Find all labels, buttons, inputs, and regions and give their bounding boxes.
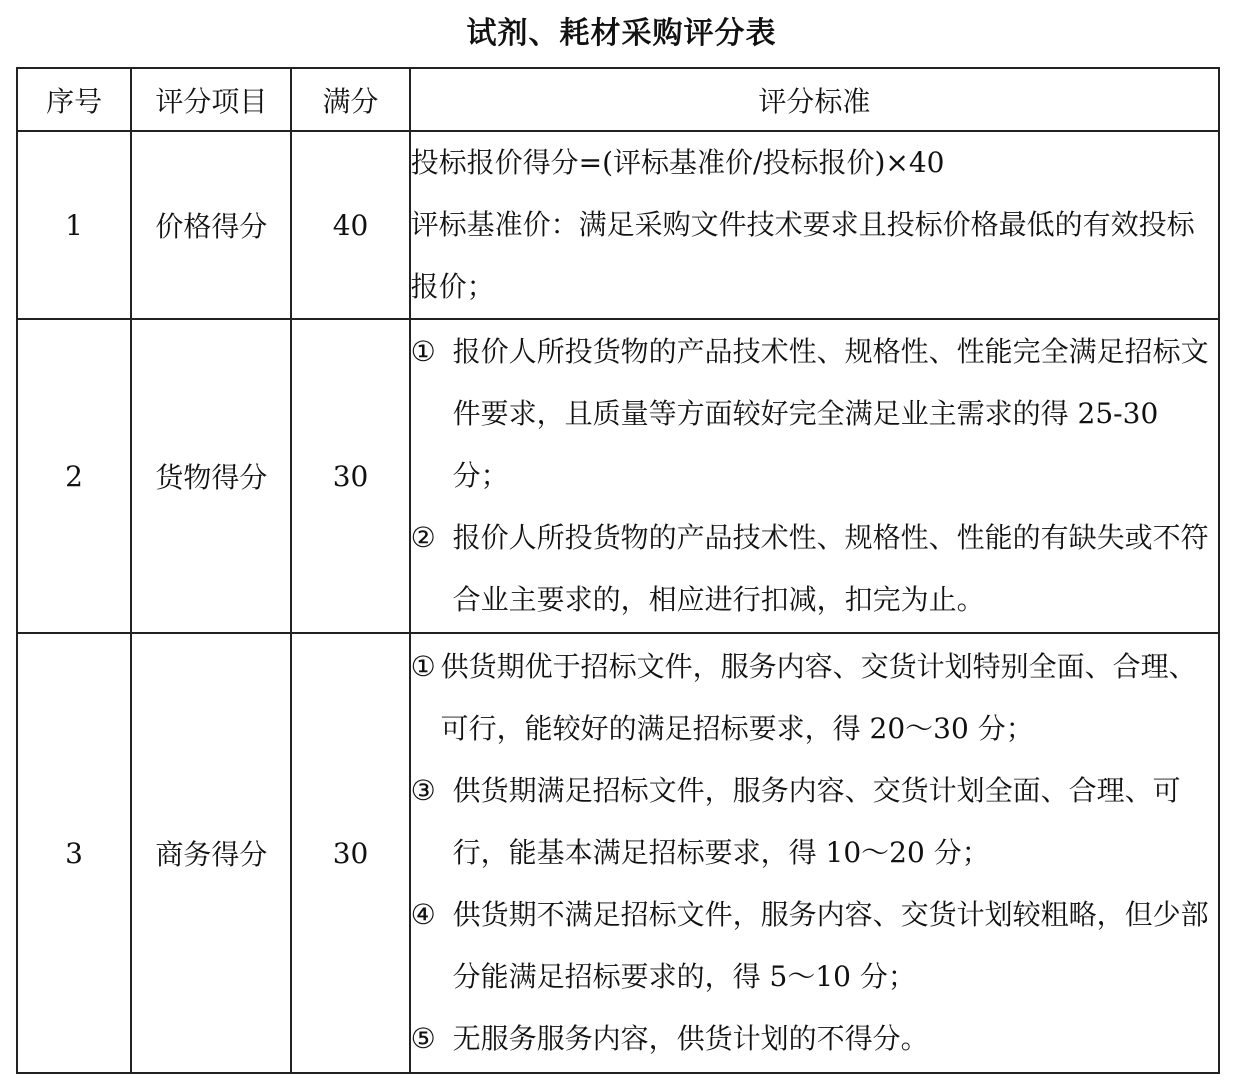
row-max-score: 30 [291,633,409,1073]
row-criteria [410,319,1219,633]
item-number-marker: ④ [410,898,436,931]
criteria-text: 报价人所投货物的产品技术性、规格性、性能完全满足招标文件要求，且质量等方面较好完全满足业主需求的得 25-30 分； [452,335,1209,492]
item-number-marker: ① [410,335,436,368]
row-number: 3 [17,633,131,1073]
criteria-text: 供货期优于招标文件，服务内容、交货计划特别全面、合理、可行，能较好的满足招标要求，得 20～30 分； [440,650,1197,745]
header-no: 序号 [17,68,131,131]
row-number: 1 [17,131,131,319]
row-item: 价格得分 [131,131,291,319]
criteria-item [411,760,1218,884]
item-number-marker: ③ [410,774,436,807]
row-max-score: 40 [291,131,409,319]
header-criteria: 评分标准 [410,68,1219,131]
item-number-marker: ② [410,521,436,554]
criteria-item [411,884,1218,1008]
criteria-paragraph: 投标报价得分=(评标基准价/投标报价)×40 [410,146,945,179]
criteria-text: 无服务服务内容，供货计划的不得分。 [452,1022,929,1055]
row-criteria [410,633,1219,1073]
criteria-item [411,507,1218,631]
header-max: 满分 [291,68,409,131]
table-row [17,131,1219,319]
criteria-text: 报价人所投货物的产品技术性、规格性、性能的有缺失或不符合业主要求的，相应进行扣减，扣完为止。 [452,521,1209,616]
item-number-marker: ⑤ [410,1022,436,1055]
table-row [17,319,1219,633]
criteria-item [411,321,1218,507]
header-item: 评分项目 [131,68,291,131]
table-header-row [17,68,1219,131]
criteria-item [411,1008,1218,1070]
scoring-table [16,67,1220,1074]
criteria-text: 供货期不满足招标文件，服务内容、交货计划较粗略，但少部分能满足招标要求的，得 5～10 分； [452,898,1209,993]
criteria-paragraph: 评标基准价：满足采购文件技术要求且投标价格最低的有效投标报价； [410,208,1195,303]
row-item: 商务得分 [131,633,291,1073]
item-number-marker: ① [410,650,436,683]
row-max-score: 30 [291,319,409,633]
table-row [17,633,1219,1073]
document-title: 试剂、耗材采购评分表 [466,16,777,51]
criteria-text: 供货期满足招标文件，服务内容、交货计划全面、合理、可行，能基本满足招标要求，得 10～20 分； [452,774,1181,869]
row-criteria [410,131,1219,319]
criteria-item [411,636,1218,760]
row-item: 货物得分 [131,319,291,633]
row-number: 2 [17,319,131,633]
